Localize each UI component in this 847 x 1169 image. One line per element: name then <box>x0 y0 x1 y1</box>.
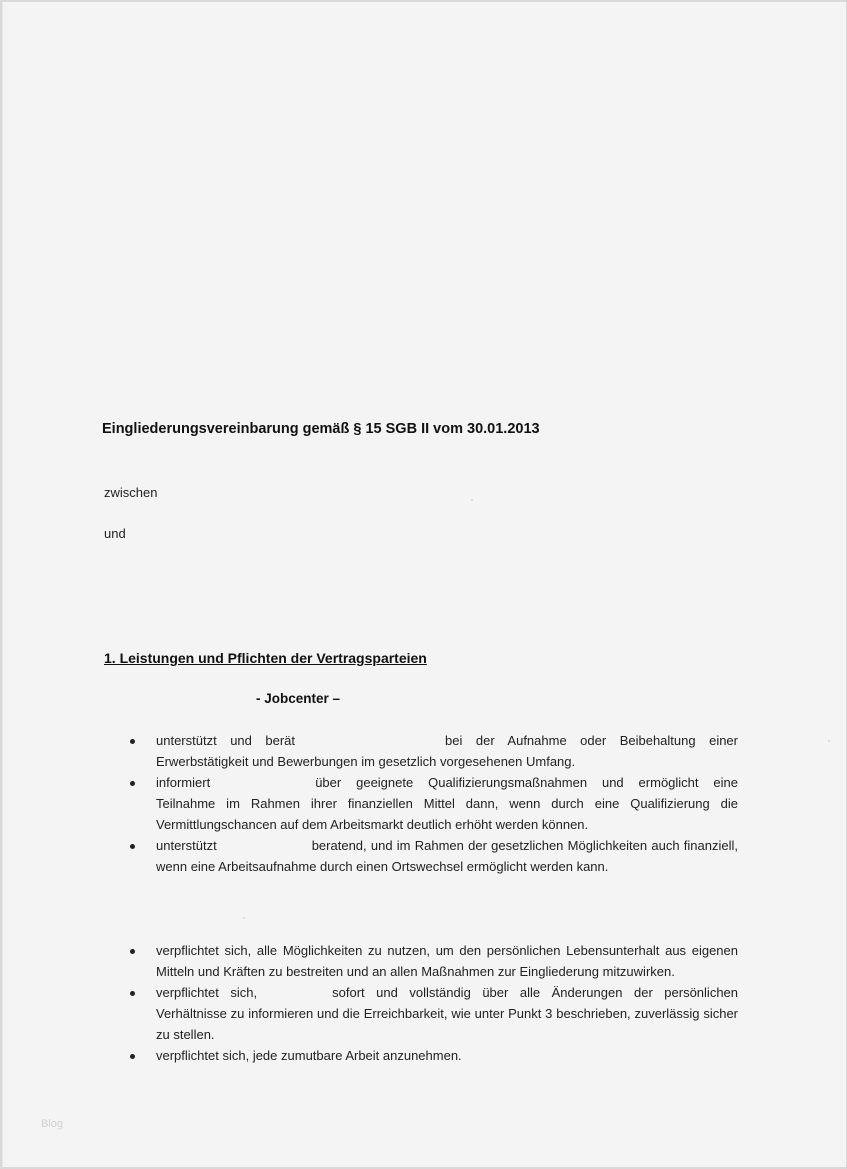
customer-obligations-list <box>123 940 738 1066</box>
item-lead: verpflichtet sich, jede zumutbare Arbeit anzunehmen. <box>156 1048 462 1063</box>
document-page <box>2 2 846 1167</box>
item-text: beratend, und im Rahmen der gesetzlichen Möglichkeiten auch finanziell, wenn eine Arbeitsaufnahme durch einen Ortswechsel ermöglicht werden kann. <box>156 838 738 874</box>
watermark: Blog <box>41 1118 64 1130</box>
list-item <box>123 982 738 1045</box>
item-lead: verpflichtet sich, alle Möglichkeiten zu nutzen, um den persönlichen Lebensunterhalt aus eigenen Mitteln und Kräften zu bestreiten und an allen Maßnahmen zur Eingliederung mitzuwirken. <box>156 943 738 979</box>
bullet-icon <box>130 781 135 786</box>
scan-speck <box>243 917 245 919</box>
item-lead: informiert <box>156 775 211 790</box>
list-item <box>123 835 738 877</box>
bullet-icon <box>130 739 135 744</box>
scan-speck <box>828 740 830 742</box>
list-item <box>123 940 738 982</box>
between-label: zwischen <box>104 485 158 500</box>
bullet-icon <box>130 844 135 849</box>
list-item <box>123 772 738 835</box>
bullet-icon <box>130 1054 135 1059</box>
item-lead: unterstützt <box>156 838 217 853</box>
jobcenter-obligations-list <box>123 730 738 877</box>
scan-speck <box>471 499 473 501</box>
document-title: Eingliederungsvereinbarung gemäß § 15 SGB II vom 30.01.2013 <box>102 421 540 437</box>
item-text: bei der Aufnahme oder Beibehaltung einer Erwerbstätigkeit und Bewerbungen im gesetzlich vorgesehenen Umfang. <box>156 733 738 769</box>
jobcenter-heading: - Jobcenter – <box>256 691 341 706</box>
bullet-icon <box>130 949 135 954</box>
item-text: sofort und vollständig über alle Änderungen der persönlichen Verhältnisse zu informieren und die Erreichbarkeit, wie unter Punkt 3 beschrieben, zuverlässig sicher zu stellen. <box>156 985 739 1042</box>
list-item <box>123 730 738 772</box>
bullet-icon <box>130 991 135 996</box>
section-heading: 1. Leistungen und Pflichten der Vertragsparteien <box>104 650 427 666</box>
item-lead: verpflichtet sich, <box>156 985 258 1000</box>
item-lead: unterstützt und berät <box>156 733 296 748</box>
list-item <box>123 1045 738 1066</box>
item-text: über geeignete Qualifizierungsmaßnahmen und ermöglicht eine Teilnahme im Rahmen ihrer finanziellen Mittel dann, wenn durch eine Qualifizierung die Vermittlungschancen auf dem Arbeitsmarkt deutlich erhöht werden können. <box>156 775 738 832</box>
and-label: und <box>104 526 126 541</box>
